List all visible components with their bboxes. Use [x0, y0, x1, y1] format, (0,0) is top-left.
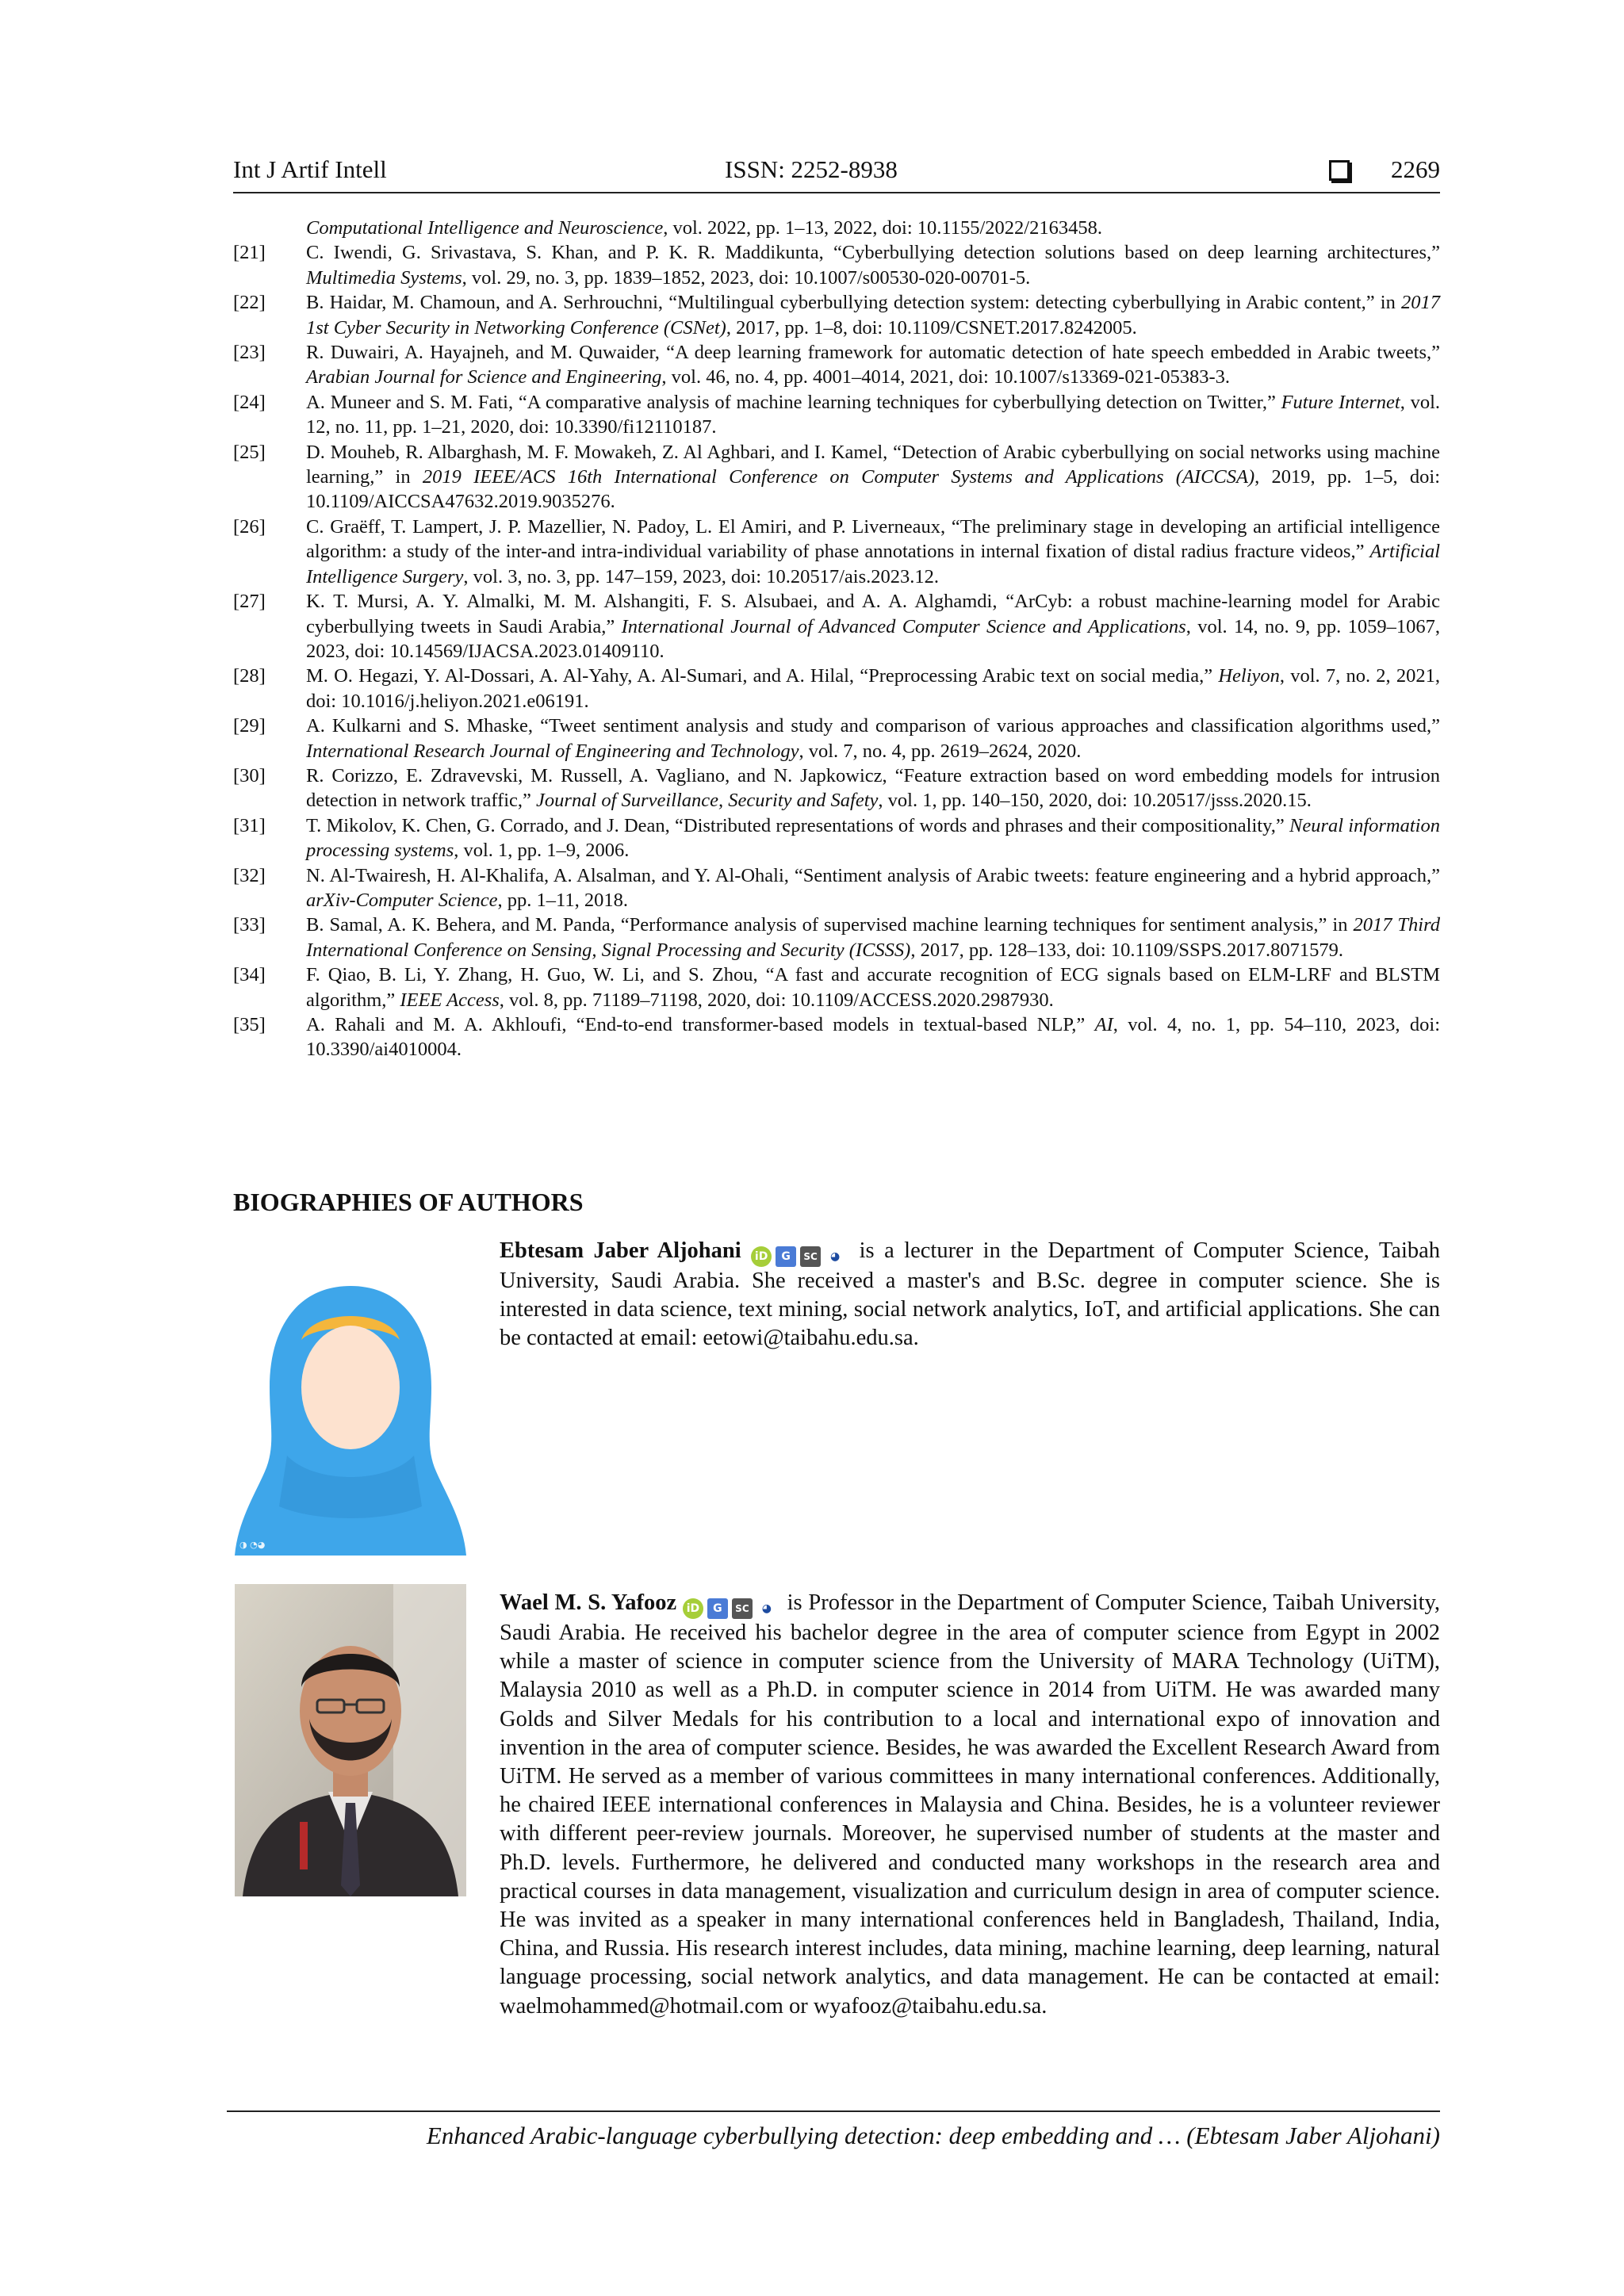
reference-text: , vol. 1, pp. 1–9, 2006. — [454, 840, 630, 862]
reference-text: R. Duwairi, A. Hayajneh, and M. Quwaider, “A deep learning framework for automatic detection of hate speech embedded in Arabic tweets,” — [306, 342, 1440, 364]
reference-text: , pp. 1–11, 2018. — [497, 889, 628, 911]
reference-text: C. Graëff, T. Lampert, J. P. Mazellier, N. Padoy, L. El Amiri, and P. Liverneaux, “The preliminary stage in developing an artificial intelligence algorithm: a study of the inter-and intra-individual variability of phase annotations in internal fixation of distal radius fracture videos,” — [306, 515, 1440, 563]
author-name: Ebtesam Jaber Aljohani — [500, 1238, 741, 1263]
reference-list — [233, 216, 1440, 1062]
svg-text:◑ ◔◕: ◑ ◔◕ — [239, 1540, 266, 1550]
reference-item — [233, 913, 1440, 962]
issn: ISSN: 2252-8938 — [725, 155, 898, 183]
running-title: Enhanced Arabic-language cyberbullying detection: deep embedding and … (Ebtesam Jaber Aljohani) — [426, 2122, 1440, 2149]
reference-text: B. Haidar, M. Chamoun, and A. Serhrouchni, “Multilingual cyberbullying detection system: detecting cyberbullying in Arabic content,” in — [306, 292, 1401, 314]
scopus-icon[interactable]: SC — [800, 1246, 821, 1267]
reference-number: [28] — [233, 665, 266, 687]
profile-icons — [751, 1238, 849, 1263]
reference-text: , 2019, pp. 1–5, doi: 10.1109/AICCSA47632.2019.9035276. — [306, 466, 1441, 513]
reference-venue: 2019 IEEE/ACS 16th International Conference on Computer Systems and Applications (AICCSA) — [422, 466, 1255, 488]
author-bio-1 — [500, 1237, 1440, 1353]
orcid-icon[interactable]: iD — [751, 1246, 772, 1267]
reference-text: , vol. 7, no. 4, pp. 2619–2624, 2020. — [799, 740, 1082, 762]
reference-number: [35] — [233, 1014, 266, 1035]
reference-number: [24] — [233, 391, 266, 413]
author-bio-text: is Professor in the Department of Computer Science, Taibah University, Saudi Arabia. He received his bachelor degree in the area of computer science from Egypt in 2002 while a master of science in computer science from the University of MARA Technology (UiTM), Malaysia 2010 as well as a Ph.D. in computer science in 2014 from UiTM. He was awarded many Golds and Silver Medals for his contribution to a local and international expo of innovation and invention in the area of computer science. Besides, he was awarded the Excellent Research Award from UiTM. He served as a member of various committees in many international conferences. Additionally, he chaired IEEE international conferences in Malaysia and China. Besides, he is a volunteer reviewer with different peer-review journals. Moreover, he supervised number of students at the master and Ph.D. levels. Furthermore, he delivered and conducted many workshops in the research area and practical courses in data management, visualization and curriculum design in area of computer science. He was invited as a speaker in many international conferences held in Bangladesh, Thailand, India, China, and Russia. His research interest includes, data mining, machine learning, deep learning, natural language processing, social network analytics, and data management. He can be contacted at email: waelmohammed@hotmail.com or wyafooz@taibahu.edu.sa. — [500, 1590, 1441, 2019]
reference-venue: Neural information processing systems — [306, 814, 1440, 862]
reference-number: [32] — [233, 864, 266, 886]
reference-item — [233, 1012, 1440, 1062]
reference-text: , vol. 7, no. 2, 2021, doi: 10.1016/j.heliyon.2021.e06191. — [306, 665, 1440, 712]
reference-venue: 2017 Third International Conference on Sensing, Signal Processing and Security (ICSSS) — [306, 914, 1440, 961]
reference-item — [233, 390, 1440, 440]
reference-text: R. Corizzo, E. Zdravevski, M. Russell, A. Vagliano, and N. Japkowicz, “Feature extraction based on word embedding models for intrusion detection in network traffic,” — [306, 764, 1440, 812]
reference-text: , vol. 2022, pp. 1–13, 2022, doi: 10.1155/2022/2163458. — [663, 217, 1102, 239]
google-scholar-icon[interactable]: G — [776, 1246, 796, 1267]
web-of-science-icon[interactable]: ◕ — [825, 1246, 845, 1267]
reference-item — [233, 589, 1440, 664]
reference-text: F. Qiao, B. Li, Y. Zhang, H. Guo, W. Li, and S. Zhou, “A fast and accurate recognition of ECG signals based on ELM-LRF and BLSTM algorithm,” — [306, 964, 1440, 1011]
page-number: 2269 — [1391, 155, 1440, 183]
reference-venue: International Research Journal of Engineering and Technology — [306, 740, 799, 762]
reference-item — [233, 290, 1440, 340]
avatar-illustration — [235, 1269, 466, 1556]
reference-venue: AI — [1094, 1014, 1113, 1035]
reference-text: A. Rahali and M. A. Akhloufi, “End-to-end transformer-based models in textual-based NLP,” — [306, 1014, 1095, 1035]
reference-text: K. T. Mursi, A. Y. Almalki, M. M. Alshangiti, F. S. Alsubaei, and A. A. Alghamdi, “ArCyb: a robust machine-learning model for Arabic cyberbullying tweets in Saudi Arabia,” — [306, 591, 1440, 637]
reference-text: , 2017, pp. 128–133, doi: 10.1109/SSPS.2017.8071579. — [910, 939, 1343, 961]
reference-number: [29] — [233, 715, 266, 737]
author-bio-2 — [500, 1589, 1440, 2021]
reference-item — [233, 515, 1440, 589]
reference-venue: Arabian Journal for Science and Engineering — [306, 366, 662, 388]
reference-text: , vol. 8, pp. 71189–71198, 2020, doi: 10.1109/ACCESS.2020.2987930. — [499, 989, 1054, 1011]
reference-text: B. Samal, A. K. Behera, and M. Panda, “Performance analysis of supervised machine learning techniques for sentiment analysis,” in — [306, 914, 1354, 936]
reference-text: A. Muneer and S. M. Fati, “A comparative analysis of machine learning techniques for cyberbullying detection on Twitter,” — [306, 391, 1281, 413]
reference-number: [25] — [233, 441, 266, 463]
reference-venue: 2017 1st Cyber Security in Networking Conference (CSNet) — [306, 292, 1440, 339]
reference-venue: Artificial Intelligence Surgery — [306, 541, 1440, 587]
reference-item — [233, 240, 1440, 290]
reference-venue: International Journal of Advanced Computer Science and Applications — [621, 615, 1186, 637]
author-name: Wael M. S. Yafooz — [500, 1590, 677, 1615]
scopus-icon[interactable]: SC — [732, 1598, 753, 1619]
reference-item — [233, 664, 1440, 714]
reference-text: , 2017, pp. 1–8, doi: 10.1109/CSNET.2017.8242005. — [726, 316, 1137, 339]
reference-venue: Journal of Surveillance, Security and Safety — [536, 790, 879, 812]
reference-number: [30] — [233, 764, 266, 786]
reference-text: A. Kulkarni and S. Mhaske, “Tweet sentiment analysis and study and comparison of various approaches and classification algorithms used,” — [306, 715, 1440, 737]
reference-item — [233, 714, 1440, 763]
reference-number: [33] — [233, 914, 266, 936]
author-photo-1 — [235, 1269, 466, 1556]
reference-item — [233, 216, 1440, 240]
reference-text: , vol. 14, no. 9, pp. 1059–1067, 2023, doi: 10.14569/IJACSA.2023.01409110. — [306, 615, 1440, 662]
reference-text: C. Iwendi, G. Srivastava, S. Khan, and P. K. R. Maddikunta, “Cyberbullying detection solutions based on deep learning architectures,” — [306, 242, 1440, 264]
reference-number: [34] — [233, 964, 266, 986]
page-footer — [227, 2110, 1440, 2149]
reference-text: , vol. 12, no. 11, pp. 1–21, 2020, doi: 10.3390/fi12110187. — [306, 391, 1441, 438]
reference-item — [233, 813, 1440, 863]
reference-number: [26] — [233, 515, 266, 538]
reference-number: [21] — [233, 242, 266, 264]
orcid-icon[interactable]: iD — [683, 1598, 703, 1619]
reference-item — [233, 863, 1440, 913]
reference-number: [27] — [233, 591, 266, 613]
portrait-photo — [235, 1584, 466, 1896]
reference-text: M. O. Hegazi, Y. Al-Dossari, A. Al-Yahy, A. Al-Sumari, and A. Hilal, “Preprocessing Arabic text on social media,” — [306, 665, 1219, 687]
reference-text: , vol. 3, no. 3, pp. 147–159, 2023, doi: 10.20517/ais.2023.12. — [463, 565, 939, 587]
reference-item — [233, 763, 1440, 813]
page-header — [233, 155, 1440, 193]
author-bio-text: is a lecturer in the Department of Computer Science, Taibah University, Saudi Arabia. She received a master's and B.Sc. degree in computer science. She is interested in data science, text mining, social network analytics, IoT, and artificial applications. She can be contacted at email: eetowi@taibahu.edu.sa. — [500, 1238, 1441, 1351]
profile-icons — [683, 1590, 781, 1615]
reference-text: N. Al-Twairesh, H. Al-Khalifa, A. Alsalman, and Y. Al-Ohali, “Sentiment analysis of Arabic tweets: feature engineering and a hybrid approach,” — [306, 864, 1440, 886]
reference-venue: IEEE Access — [400, 989, 500, 1011]
google-scholar-icon[interactable]: G — [707, 1598, 728, 1619]
reference-venue: arXiv-Computer Science — [306, 889, 498, 911]
reference-number: [23] — [233, 342, 266, 364]
journal-name: Int J Artif Intell — [233, 155, 387, 183]
reference-text: T. Mikolov, K. Chen, G. Corrado, and J. Dean, “Distributed representations of words and phrases and their compositionality,” — [306, 814, 1289, 836]
reference-text: , vol. 46, no. 4, pp. 4001–4014, 2021, doi: 10.1007/s13369-021-05383-3. — [661, 366, 1231, 388]
reference-text: D. Mouheb, R. Albarghash, M. F. Mowakeh, Z. Al Aghbari, and I. Kamel, “Detection of Arabic cyberbullying on social networks using machine learning,” in — [306, 441, 1440, 488]
reference-number: [31] — [233, 814, 266, 836]
reference-number: [22] — [233, 292, 266, 314]
reference-text: , vol. 29, no. 3, pp. 1839–1852, 2023, doi: 10.1007/s00530-020-00701-5. — [462, 266, 1031, 289]
reference-venue: Computational Intelligence and Neuroscience — [306, 217, 664, 239]
reference-item — [233, 340, 1440, 390]
reference-venue: Future Internet — [1281, 391, 1400, 413]
reference-text: , vol. 4, no. 1, pp. 54–110, 2023, doi: 10.3390/ai4010004. — [306, 1014, 1440, 1061]
reference-item — [233, 440, 1440, 515]
reference-text: , vol. 1, pp. 140–150, 2020, doi: 10.20517/jsss.2020.15. — [878, 790, 1312, 812]
reference-venue: Heliyon — [1218, 665, 1280, 687]
biographies-heading: BIOGRAPHIES OF AUTHORS — [233, 1188, 584, 1216]
author-photo-2 — [235, 1584, 466, 1896]
reference-venue: Multimedia Systems — [306, 266, 462, 289]
square-bullet-icon — [1329, 160, 1350, 181]
reference-item — [233, 962, 1440, 1012]
web-of-science-icon[interactable]: ◕ — [756, 1598, 777, 1619]
